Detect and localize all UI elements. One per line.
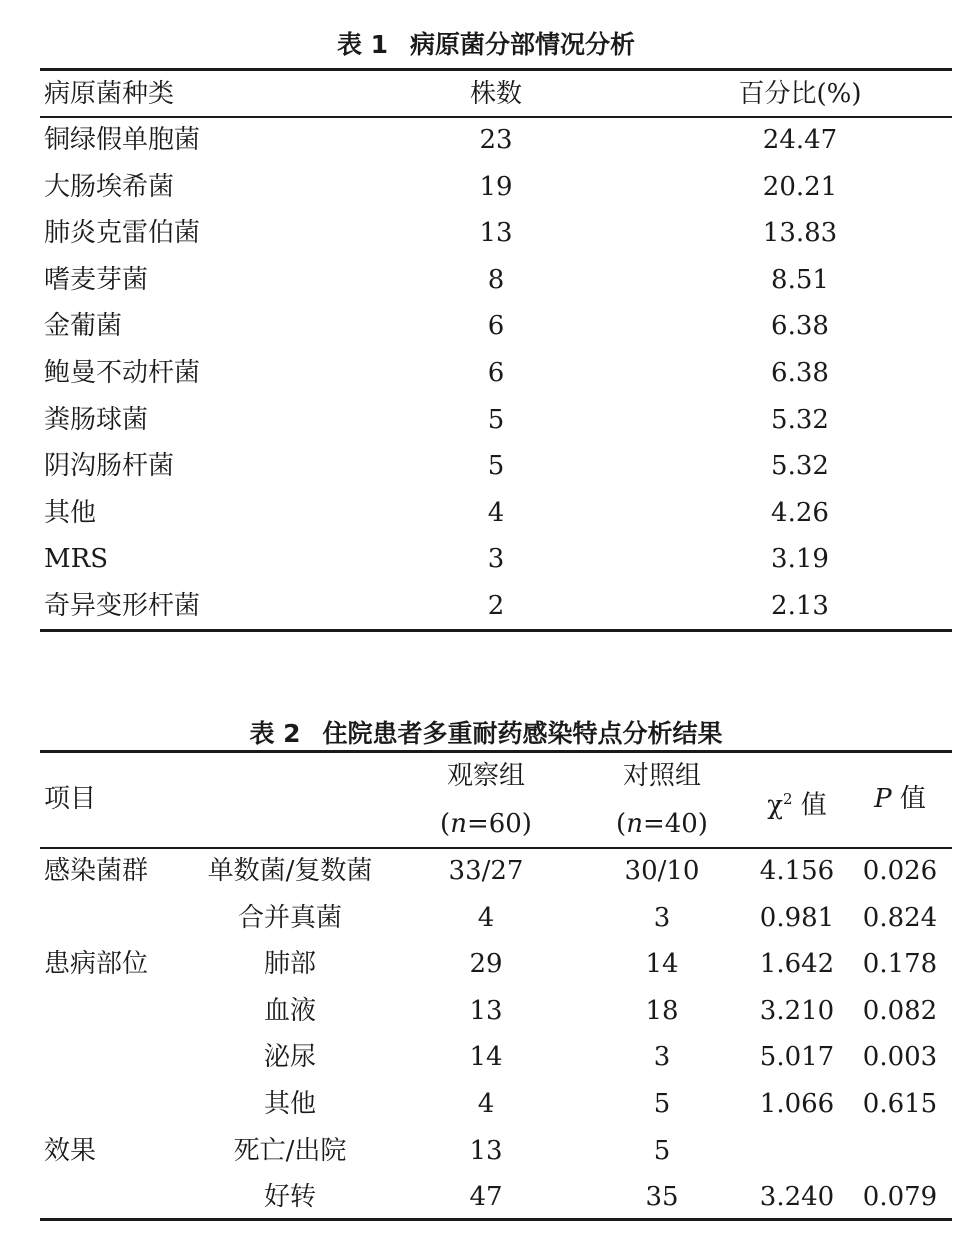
table1-cell-count: 23: [479, 125, 513, 155]
table2-cell-obs: 33/27: [448, 856, 524, 886]
table2-cell-subitem: 血液: [263, 996, 316, 1026]
table2-cell-obs: 47: [469, 1182, 503, 1212]
table1-header-rule: [40, 116, 952, 118]
table1-cell-percent: 6.38: [771, 311, 829, 341]
table1-cell-count: 3: [487, 544, 505, 574]
table1-cell-percent: 13.83: [762, 218, 838, 248]
table2-cell-ctrl: 18: [645, 996, 679, 1026]
table2-cell-subitem: 其他: [263, 1089, 316, 1119]
table1-cell-percent: 2.13: [771, 591, 829, 621]
table2-cell-subitem: 泌尿: [263, 1042, 316, 1072]
table2-caption-title: 住院患者多重耐药感染特点分析结果: [322, 719, 723, 748]
table1-cell-species: 粪肠球菌: [44, 405, 149, 435]
table2-cell-subitem: 好转: [263, 1182, 316, 1212]
table1-cell-count: 6: [487, 358, 505, 388]
table1-cell-species: 嗜麦芽菌: [44, 265, 149, 295]
table1-cell-percent: 24.47: [762, 125, 838, 155]
table2-cell-obs: 13: [469, 1136, 503, 1166]
table2-cell-obs: 14: [469, 1042, 503, 1072]
table1-cell-species: MRS: [44, 544, 109, 574]
table1-cell-species: 鲍曼不动杆菌: [44, 358, 201, 388]
table1-cell-percent: 5.32: [771, 451, 829, 481]
table1-cell-count: 4: [487, 498, 505, 528]
table2-cell-p: 0.082: [862, 996, 938, 1026]
table1-cell-species: 大肠埃希菌: [44, 172, 175, 202]
table2-cell-ctrl: 35: [645, 1182, 679, 1212]
table1-cell-percent: 8.51: [771, 265, 829, 295]
table1-cell-percent: 6.38: [771, 358, 829, 388]
table2-cell-p: 0.824: [862, 903, 938, 933]
table2-cell-group: 感染菌群: [44, 856, 149, 886]
table2-cell-p: 0.026: [862, 856, 938, 886]
table2-cell-chi: 3.210: [759, 996, 835, 1026]
table1-cell-count: 2: [487, 591, 505, 621]
table1-cell-percent: 20.21: [762, 172, 838, 202]
table2-header-p: P 值: [874, 784, 926, 814]
table2-cell-p: 0.615: [862, 1089, 938, 1119]
table2-header-rule: [40, 847, 952, 849]
table1-cell-count: 5: [487, 405, 505, 435]
table1-cell-count: 6: [487, 311, 505, 341]
table2-cell-group: 效果: [44, 1136, 97, 1166]
table2-cell-chi: 0.981: [759, 903, 835, 933]
table1-header-species: 病原菌种类: [44, 79, 175, 109]
table2-cell-group: 患病部位: [44, 949, 149, 979]
table1-cell-species: 其他: [44, 498, 97, 528]
table1-cell-count: 19: [479, 172, 513, 202]
table2-header-obs: 观察组: [446, 761, 525, 791]
table1-caption: [0, 30, 972, 60]
table1-cell-count: 5: [487, 451, 505, 481]
table2-cell-chi: 1.066: [759, 1089, 835, 1119]
table2-cell-chi: 3.240: [759, 1182, 835, 1212]
table1-cell-count: 13: [479, 218, 513, 248]
table2-cell-chi: 5.017: [759, 1042, 835, 1072]
table2-cell-obs: 13: [469, 996, 503, 1026]
table2-cell-subitem: 死亡/出院: [233, 1136, 347, 1166]
table2-cell-ctrl: 5: [653, 1136, 671, 1166]
table2-cell-ctrl: 14: [645, 949, 679, 979]
table2-header-ctrl-n: (n=40): [616, 809, 708, 839]
table2-cell-ctrl: 3: [653, 903, 671, 933]
table2-caption-number: 表 2: [249, 719, 301, 748]
table2-cell-p: 0.003: [862, 1042, 938, 1072]
table1-cell-species: 铜绿假单胞菌: [44, 125, 201, 155]
table1-cell-species: 肺炎克雷伯菌: [44, 218, 201, 248]
table1-caption-number: 表 1: [336, 30, 389, 59]
table2-cell-obs: 4: [477, 1089, 495, 1119]
table2-cell-ctrl: 3: [653, 1042, 671, 1072]
table1-cell-species: 金葡菌: [44, 311, 123, 341]
table2-header-item: 项目: [44, 784, 97, 814]
table2-top-rule: [40, 750, 952, 753]
table2-cell-chi: 4.156: [759, 856, 835, 886]
table2-header-chi: $\chi^2$ 值: [767, 790, 827, 821]
table2-caption: [0, 719, 972, 749]
table2-cell-p: 0.079: [862, 1182, 938, 1212]
table2-cell-subitem: 单数菌/复数菌: [207, 856, 373, 886]
table1-cell-percent: 5.32: [771, 405, 829, 435]
table1-top-rule: [40, 68, 952, 71]
table2-cell-ctrl: 5: [653, 1089, 671, 1119]
table2-cell-obs: 4: [477, 903, 495, 933]
table2-cell-chi: 1.642: [759, 949, 835, 979]
table2-cell-p: 0.178: [862, 949, 938, 979]
table2-header-obs-n: (n=60): [440, 809, 532, 839]
table1-cell-species: 阴沟肠杆菌: [44, 451, 175, 481]
table2-header-ctrl: 对照组: [622, 761, 701, 791]
table2-cell-ctrl: 30/10: [624, 856, 700, 886]
table1-cell-species: 奇异变形杆菌: [44, 591, 201, 621]
table1-header-percent: 百分比(%): [738, 79, 862, 109]
table1-cell-percent: 3.19: [771, 544, 829, 574]
table2-cell-subitem: 肺部: [263, 949, 316, 979]
table2-cell-subitem: 合并真菌: [237, 903, 342, 933]
table1-cell-percent: 4.26: [771, 498, 829, 528]
table1-caption-title: 病原菌分部情况分析: [410, 30, 636, 59]
table1-bottom-rule: [40, 629, 952, 632]
table2-cell-obs: 29: [469, 949, 503, 979]
table2-bottom-rule: [40, 1218, 952, 1221]
table1-cell-count: 8: [487, 265, 505, 295]
table1-header-count: 株数: [469, 79, 522, 109]
